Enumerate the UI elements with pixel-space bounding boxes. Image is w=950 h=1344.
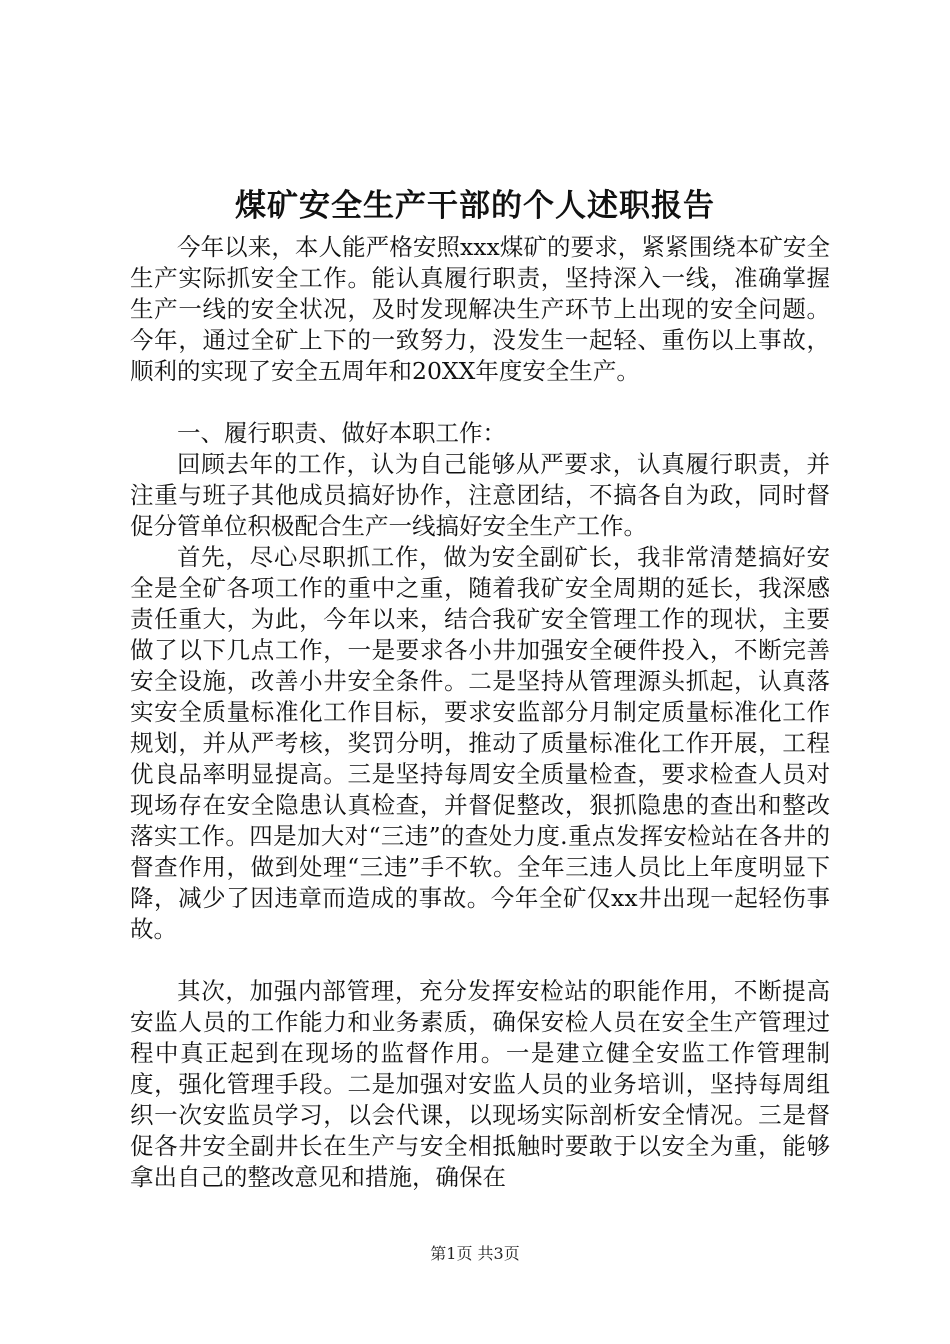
document-title: 煤矿安全生产干部的个人述职报告 [235, 188, 715, 224]
paragraph-review: 回顾去年的工作，认为自己能够从严要求，认真履行职责，并注重与班子其他成员搞好协作，注意团结，不搞各自为政，同时督促分管单位积极配合生产一线搞好安全生产工作。 [130, 450, 830, 540]
paragraph-intro: 今年以来，本人能严格安照xxx煤矿的要求，紧紧围绕本矿安全生产实际抓安全工作。能认真履行职责，坚持深入一线，准确掌握生产一线的安全状况，及时发现解决生产环节上出现的安全问题。今年，通过全矿上下的一致努力，没发生一起轻、重伤以上事故，顺利的实现了安全五周年和20XX年度安全生产。 [130, 233, 830, 385]
document-body [130, 232, 830, 1193]
paragraph-second: 其次，加强内部管理，充分发挥安检站的职能作用，不断提高安监人员的工作能力和业务素质，确保安检人员在安全生产管理过程中真正起到在现场的监督作用。一是建立健全安监工作管理制度，强化管理手段。二是加强对安监人员的业务培训，坚持每周组织一次安监员学习，以会代课，以现场实际剖析安全情况。三是督促各井安全副井长在生产与安全相抵触时要敢于以安全为重，能够拿出自己的整改意见和措施，确保在 [130, 977, 830, 1191]
section-heading-duties: 一、履行职责、做好本职工作： [177, 419, 506, 447]
page-footer: 第1页 共3页 [430, 1244, 520, 1263]
paragraph-first: 首先，尽心尽职抓工作，做为安全副矿长，我非常清楚搞好安全是全矿各项工作的重中之重，随着我矿安全周期的延长，我深感责任重大，为此，今年以来，结合我矿安全管理工作的现状，主要做了以下几点工作，一是要求各小井加强安全硬件投入，不断完善安全设施，改善小井安全条件。二是坚持从管理源头抓起，认真落实安全质量标准化工作目标，要求安监部分月制定质量标准化工作规划，并从严考核，奖罚分明，推动了质量标准化工作开展，工程优良品率明显提高。三是坚持每周安全质量检查，要求检查人员对现场存在安全隐患认真检查，并督促整改，狠抓隐患的查出和整改落实工作。四是加大对“三违”的查处力度.重点发挥安检站在各井的督查作用，做到处理“三违”手不软。全年三违人员比上年度明显下降，减少了因违章而造成的事故。今年全矿仅xx井出现一起轻伤事故。 [130, 543, 830, 943]
